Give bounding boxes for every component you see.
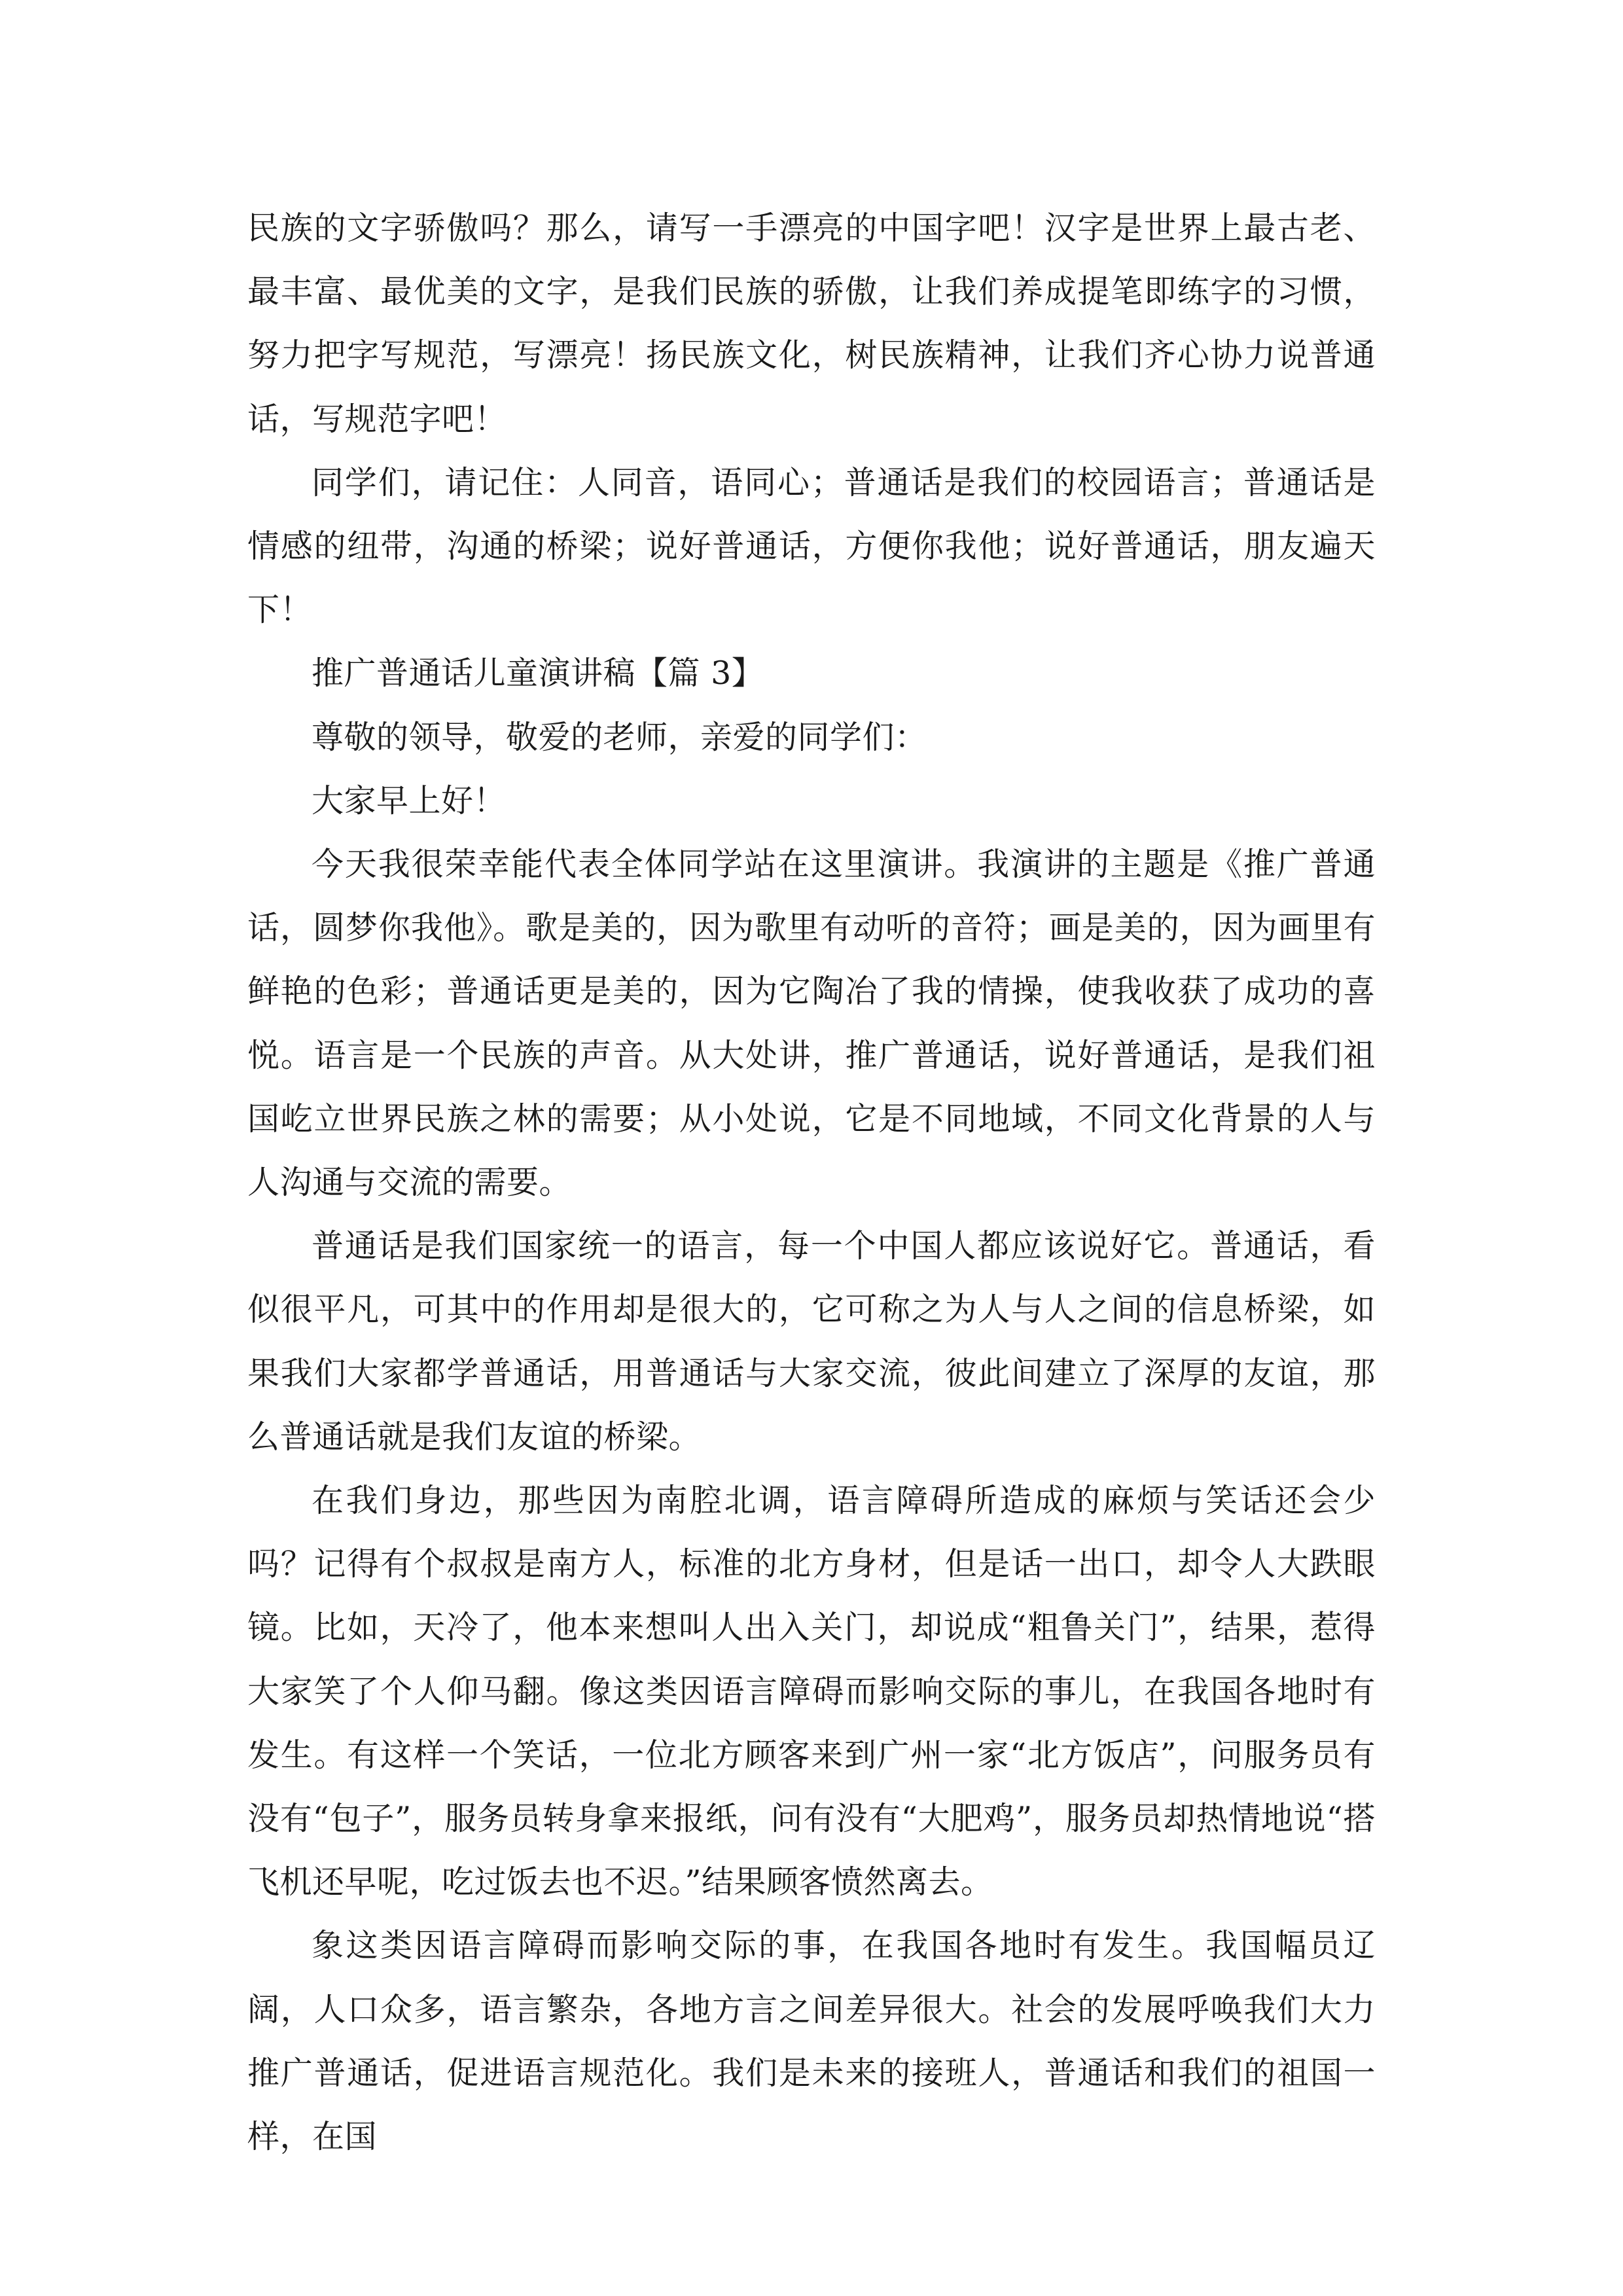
- paragraph-dialect-anecdotes: 在我们身边，那些因为南腔北调，语言障碍所造成的麻烦与笑话还会少吗？记得有个叔叔是南方人，标准的北方身材，但是话一出口，却令人大跌眼镜。比如，天冷了，他本来想叫人出入关门，却说成“粗鲁关门”，结果，惹得大家笑了个人仰马翻。像这类因语言障碍而影响交际的事儿，在我国各地时有发生。有这样一个笑话，一位北方顾客来到广州一家“北方饭店”，问服务员有没有“包子”，服务员转身拿来报纸，问有没有“大肥鸡”，服务员却热情地说“搭飞机还早呢，吃过饭去也不迟。”结果顾客愤然离去。: [247, 1482, 1376, 1901]
- paragraph-continuation: 民族的文字骄傲吗？那么，请写一手漂亮的中国字吧！汉字是世界上最古老、最丰富、最优美的文字，是我们民族的骄傲，让我们养成提笔即练字的习惯，努力把字写规范，写漂亮！扬民族文化，树民族精神，让我们齐心协力说普通话，写规范字吧！: [247, 209, 1376, 438]
- greeting: 大家早上好！: [312, 781, 507, 819]
- document-body: [247, 196, 1376, 2168]
- section-heading: 推广普通话儿童演讲稿【篇 3】: [312, 655, 764, 692]
- paragraph-classmates-remember: 同学们，请记住：人同音，语同心；普通话是我们的校园语言；普通话是情感的纽带，沟通的桥梁；说好普通话，方便你我他；说好普通话，朋友遍天下！: [247, 463, 1376, 629]
- paragraph-promote-standard: 象这类因语言障碍而影响交际的事，在我国各地时有发生。我国幅员辽阔，人口众多，语言繁杂，各地方言之间差异很大。社会的发展呼唤我们大力推广普通话，促进语言规范化。我们是未来的接班人，普通话和我们的祖国一样，在国: [247, 1927, 1376, 2156]
- paragraph-unified-language: 普通话是我们国家统一的语言，每一个中国人都应该说好它。普通话，看似很平凡，可其中的作用却是很大的，它可称之为人与人之间的信息桥梁，如果我们大家都学普通话，用普通话与大家交流，彼此间建立了深厚的友谊，那么普通话就是我们友谊的桥梁。: [247, 1227, 1376, 1456]
- salutation: 尊敬的领导，敬爱的老师，亲爱的同学们：: [312, 718, 927, 756]
- paragraph-speech-theme: 今天我很荣幸能代表全体同学站在这里演讲。我演讲的主题是《推广普通话，圆梦你我他》。歌是美的，因为歌里有动听的音符；画是美的，因为画里有鲜艳的色彩；普通话更是美的，因为它陶冶了我的情操，使我收获了成功的喜悦。语言是一个民族的声音。从大处讲，推广普通话，说好普通话，是我们祖国屹立世界民族之林的需要；从小处说，它是不同地域，不同文化背景的人与人沟通与交流的需要。: [247, 846, 1376, 1202]
